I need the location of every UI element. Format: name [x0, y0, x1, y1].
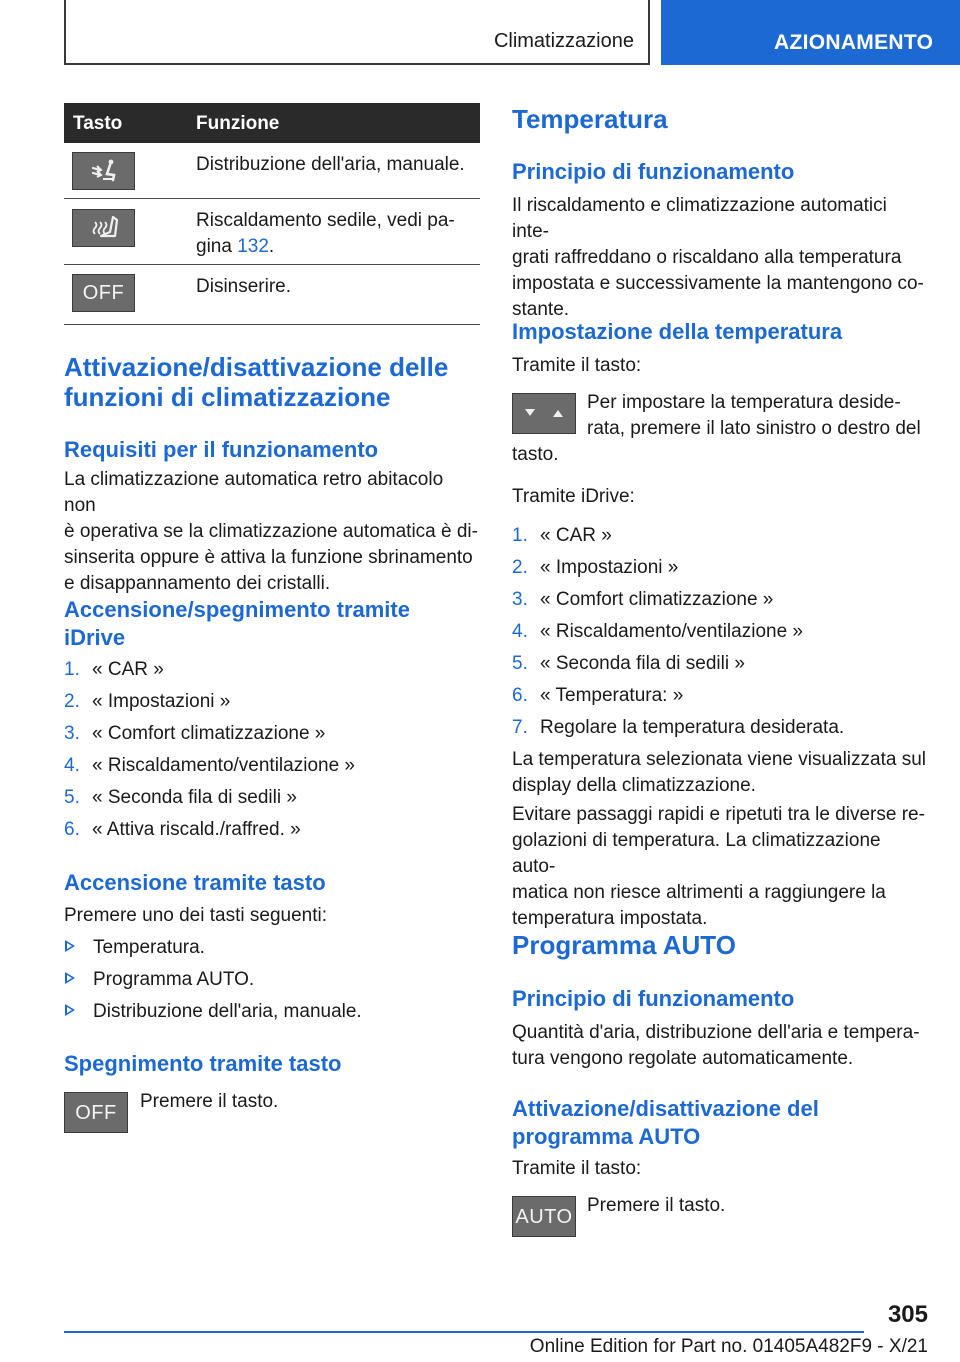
auto-via-button-text: Tramite il tasto:	[512, 1158, 642, 1179]
page-link-132[interactable]: 132	[237, 236, 269, 257]
on-text: Premere uno dei tasti seguenti:	[64, 905, 327, 926]
list-item: 3. « Comfort climatizzazione »	[64, 723, 326, 744]
section-tab[interactable]	[661, 0, 960, 65]
off-button-icon: OFF	[72, 274, 135, 312]
bullet-triangle-icon	[65, 940, 75, 952]
heading-requirements: Requisiti per il funzionamento	[64, 437, 379, 462]
button-desc-text-cont: tasto.	[512, 444, 559, 465]
table-header-function: Funzione	[196, 113, 280, 134]
off-button-icon: OFF	[64, 1092, 128, 1133]
idrive-steps-list	[64, 657, 355, 849]
heading-auto-principle: Principio di funzionamento	[512, 986, 795, 1011]
heading-button-off: Spegnimento tramite tasto	[64, 1051, 342, 1076]
function-text: Riscaldamento sedile, vedi pa-	[196, 210, 455, 231]
list-item: 4. « Riscaldamento/ventilazione »	[64, 755, 355, 776]
list-item: 6. « Temperatura: »	[512, 685, 684, 706]
bullet-triangle-icon	[65, 1004, 75, 1016]
list-item: 5. « Seconda fila di sedili »	[512, 653, 745, 674]
button-desc-text: Per impostare la temperatura deside- rata, premere il lato sinistro o destro del	[587, 392, 921, 439]
bullet-triangle-icon	[65, 972, 75, 984]
list-item: Programma AUTO.	[64, 967, 362, 999]
heading-idrive-toggle: Accensione/spegnimento tramite iDrive	[64, 597, 410, 650]
heading-temp-setting: Impostazione della temperatura	[512, 319, 843, 344]
auto-text: Quantità d'aria, distribuzione dell'aria e tempera- tura vengono regolate automaticamente.	[512, 1022, 920, 1069]
list-item: Distribuzione dell'aria, manuale.	[64, 999, 362, 1031]
via-idrive-text: Tramite iDrive:	[512, 486, 635, 507]
list-item: 1. « CAR »	[64, 659, 164, 680]
auto-press-text: Premere il tasto.	[587, 1195, 726, 1216]
heading-button-on: Accensione tramite tasto	[64, 870, 326, 895]
temp-steps-list	[512, 523, 844, 747]
section-heading-temperature: Temperatura	[512, 104, 668, 134]
page-number: 305	[887, 1301, 928, 1328]
principle-text: Il riscaldamento e climatizzazione automatici inte- grati raffreddano o riscaldano alla temperatura impostata e successivamente la mantengono co- stante.	[512, 195, 924, 320]
header-chapter-box	[64, 0, 650, 65]
footer-divider	[64, 1331, 864, 1333]
temperature-rocker-icon	[512, 393, 576, 434]
air-distribution-icon	[72, 152, 135, 190]
table-row	[64, 265, 480, 325]
list-item: 1. « CAR »	[512, 525, 612, 546]
via-button-text: Tramite il tasto:	[512, 355, 642, 376]
table-header-key: Tasto	[73, 113, 123, 134]
heading-principle: Principio di funzionamento	[512, 159, 795, 184]
warning-text: Evitare passaggi rapidi e ripetuti tra le diverse re- golazioni di temperatura. La climatizzazione auto- matica non riesce altrimenti a raggiungere la temperatura impostata.	[512, 804, 925, 929]
list-item: Temperatura.	[64, 935, 362, 967]
footer-edition: Online Edition for Part no. 01405A482F9 - X/21	[529, 1336, 928, 1357]
table-header	[64, 103, 480, 143]
off-text: Premere il tasto.	[140, 1091, 279, 1112]
table-row	[64, 143, 480, 199]
section-heading-auto: Programma AUTO	[512, 930, 736, 960]
list-item: 6. « Attiva riscald./raffred. »	[64, 819, 301, 840]
function-text: Distribuzione dell'aria, manuale.	[196, 154, 465, 175]
list-item: 7. Regolare la temperatura desiderata.	[512, 717, 845, 738]
chapter-title: Climatizzazione	[493, 30, 634, 52]
list-item: 2. « Impostazioni »	[64, 691, 231, 712]
list-item: 2. « Impostazioni »	[512, 557, 679, 578]
list-item: 5. « Seconda fila di sedili »	[64, 787, 297, 808]
section-tab-label: AZIONAMENTO	[774, 31, 934, 54]
requirements-text: La climatizzazione automatica retro abitacolo non è operativa se la climatizzazione automatica è di- sinserita oppure è attiva la funzione sbrinamento e disappannamento dei cristalli.	[64, 469, 478, 594]
seat-heating-icon	[72, 209, 135, 247]
list-item: 4. « Riscaldamento/ventilazione »	[512, 621, 803, 642]
display-text: La temperatura selezionata viene visualizzata sul display della climatizzazione.	[512, 749, 927, 796]
function-text: Disinserire.	[196, 276, 292, 297]
button-function-table	[64, 103, 480, 325]
on-buttons-list	[64, 935, 362, 1031]
section-heading-activation: Attivazione/disattivazione delle funzioni di climatizzazione	[64, 352, 449, 412]
table-row: Riscaldamento sedile, vedi pa- gina 132.	[64, 199, 480, 265]
list-item: 3. « Comfort climatizzazione »	[512, 589, 774, 610]
auto-button-icon: AUTO	[512, 1196, 576, 1237]
heading-auto-toggle: Attivazione/disattivazione del programma AUTO	[512, 1096, 819, 1149]
